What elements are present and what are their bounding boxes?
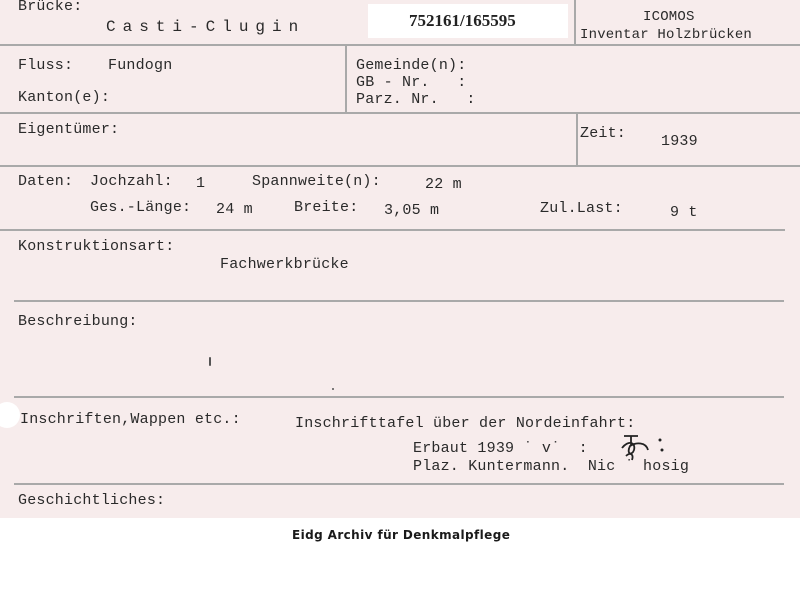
- divider-1: [0, 44, 800, 46]
- eigentuemer-label: Eigentümer:: [18, 121, 120, 138]
- laenge-label: Ges.-Länge:: [90, 199, 192, 216]
- laenge-value: 24 m: [216, 201, 253, 218]
- archive-number: 752161/165595: [409, 11, 516, 30]
- divider-3: [0, 165, 800, 167]
- jochzahl-label: Jochzahl:: [90, 173, 173, 190]
- divider-2: [0, 112, 800, 114]
- breite-label: Breite:: [294, 199, 359, 216]
- org-line2: Inventar Holzbrücken: [580, 27, 753, 43]
- breite-value: 3,05 m: [384, 202, 440, 219]
- gemeinde-label: Gemeinde(n):: [356, 57, 467, 74]
- punch-hole: [0, 402, 20, 428]
- divider-4: [0, 229, 785, 231]
- archive-caption: Eidg Archiv für Denkmalpflege: [292, 528, 511, 542]
- inschriften-line1: Inschrifttafel über der Nordeinfahrt:: [295, 415, 636, 432]
- ink-speck: [209, 357, 211, 366]
- divider-5: [14, 300, 784, 302]
- spannweite-label: Spannweite(n):: [252, 173, 381, 190]
- gb-label: GB - Nr. :: [356, 74, 467, 91]
- daten-label: Daten:: [18, 173, 74, 190]
- konstruktion-value: Fachwerkbrücke: [220, 256, 349, 273]
- location-divider: [345, 44, 347, 112]
- inschriften-line3: Plaz. Kuntermann. Nic ˙ hosig: [413, 458, 690, 475]
- fluss-value: Fundogn: [108, 57, 173, 74]
- ink-speck: [332, 388, 334, 390]
- last-label: Zul.Last:: [540, 200, 623, 217]
- fluss-label: Fluss:: [18, 57, 74, 74]
- org-line1: ICOMOS: [643, 9, 695, 25]
- konstruktion-label: Konstruktionsart:: [18, 238, 175, 255]
- bruecke-label: Brücke:: [18, 0, 83, 15]
- zeit-value: 1939: [661, 133, 698, 150]
- last-value: 9 t: [670, 204, 698, 221]
- parz-label: Parz. Nr. :: [356, 91, 476, 108]
- spannweite-value: 22 m: [425, 176, 462, 193]
- divider-6: [14, 396, 784, 398]
- bruecke-name: Casti-Clugin: [106, 18, 306, 36]
- kanton-label: Kanton(e):: [18, 89, 111, 106]
- inschriften-label: Inschriften,Wappen etc.:: [20, 411, 241, 428]
- geschichtliches-label: Geschichtliches:: [18, 492, 166, 509]
- inschriften-line2: Erbaut 1939 ˙ v˙ :: [413, 440, 588, 457]
- header-divider: [574, 0, 576, 44]
- owner-divider: [576, 112, 578, 166]
- jochzahl-value: 1: [196, 175, 206, 192]
- zeit-label: Zeit:: [580, 125, 627, 142]
- divider-7: [14, 483, 784, 485]
- beschreibung-label: Beschreibung:: [18, 313, 138, 330]
